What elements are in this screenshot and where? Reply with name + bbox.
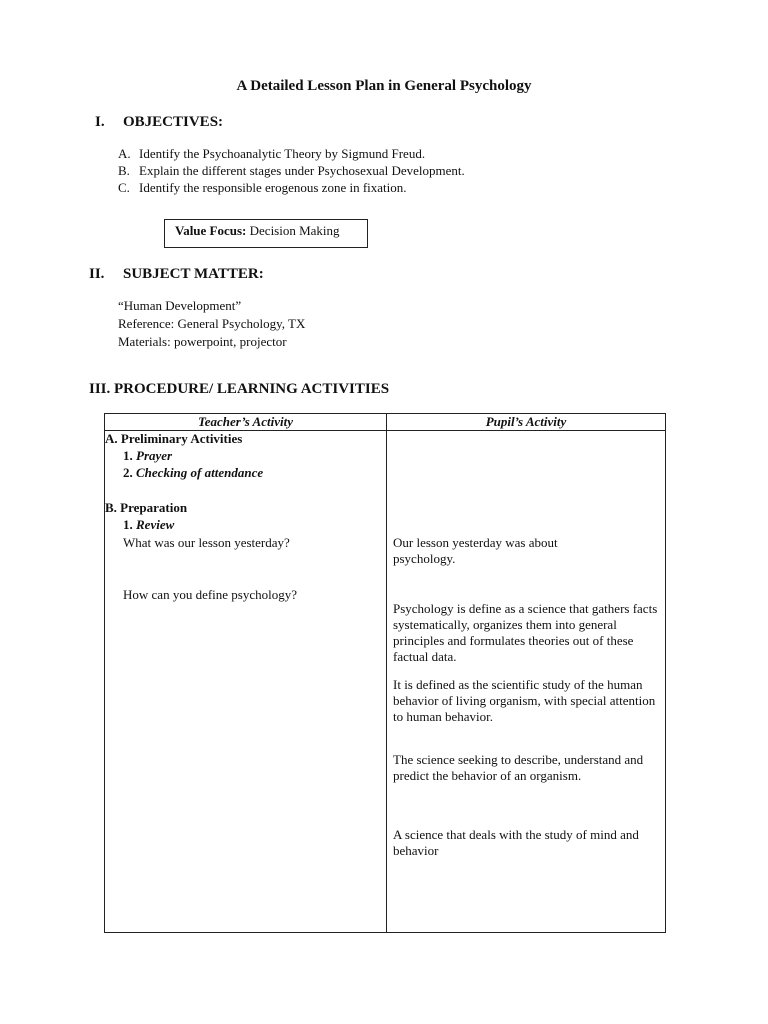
objective-item-a <box>118 146 425 162</box>
objectives-heading-text: OBJECTIVES: <box>123 114 224 130</box>
subject-matter-heading <box>89 266 264 283</box>
teacher-activity-cell <box>105 431 387 933</box>
subject-matter-heading-text: SUBJECT MATTER: <box>123 266 264 282</box>
pupil-answer-5: A science that deals with the study of mind and behavior <box>393 827 639 858</box>
procedure-heading: III. PROCEDURE/ LEARNING ACTIVITIES <box>89 381 390 397</box>
teacher-question-1: What was our lesson yesterday? <box>123 535 290 550</box>
pupil-activity-header: Pupil’s Activity <box>387 414 666 431</box>
objective-letter: C. <box>118 180 130 195</box>
objective-letter: A. <box>118 146 131 161</box>
pupil-answer-3: It is defined as the scientific study of the human behavior of living organism, with special attention to human behavior. <box>393 677 656 724</box>
prayer-label: Prayer <box>136 448 173 463</box>
subject-reference: Reference: General Psychology, TX <box>118 316 306 331</box>
objective-text: Identify the Psychoanalytic Theory by Sigmund Freud. <box>139 146 426 161</box>
pupil-answer-4: The science seeking to describe, understand and predict the behavior of an organism. <box>393 752 644 783</box>
procedure-table-row <box>105 431 666 933</box>
review-number: 1. <box>123 517 133 532</box>
subject-topic: “Human Development” <box>118 298 242 313</box>
attendance-number: 2. <box>123 465 133 480</box>
preliminary-activities: A. Preliminary Activities <box>105 431 243 446</box>
value-focus-box <box>164 219 368 248</box>
attendance-item <box>123 465 263 481</box>
teacher-question-2: How can you define psychology? <box>123 587 298 602</box>
objectives-number: I. <box>95 114 105 130</box>
pupil-activity-cell <box>387 431 666 933</box>
objective-item-c <box>118 180 407 196</box>
preparation-heading: B. Preparation <box>105 500 188 515</box>
procedure-table <box>104 413 666 933</box>
value-focus-label: Value Focus: <box>175 223 247 238</box>
objective-text: Identify the responsible erogenous zone in fixation. <box>139 180 407 195</box>
value-focus-value: Decision Making <box>249 223 340 238</box>
prayer-item <box>123 448 172 464</box>
objectives-heading <box>95 114 223 131</box>
teacher-activity-header: Teacher’s Activity <box>105 414 387 431</box>
pupil-answer-2: Psychology is define as a science that gathers facts systematically, organizes them into general principles and formulates theories out of these factual data. <box>393 601 658 664</box>
procedure-table-header <box>105 414 666 431</box>
subject-matter-number: II. <box>89 266 105 282</box>
pupil-answer-1: Our lesson yesterday was about psychology. <box>393 535 558 566</box>
objective-letter: B. <box>118 163 130 178</box>
document-title: A Detailed Lesson Plan in General Psychology <box>236 78 532 94</box>
prayer-number: 1. <box>123 448 133 463</box>
subject-materials: Materials: powerpoint, projector <box>118 334 287 349</box>
attendance-label: Checking of attendance <box>136 465 264 480</box>
review-item <box>123 517 174 533</box>
objective-text: Explain the different stages under Psychosexual Development. <box>139 163 465 178</box>
review-label: Review <box>136 517 175 532</box>
objective-item-b <box>118 163 465 179</box>
